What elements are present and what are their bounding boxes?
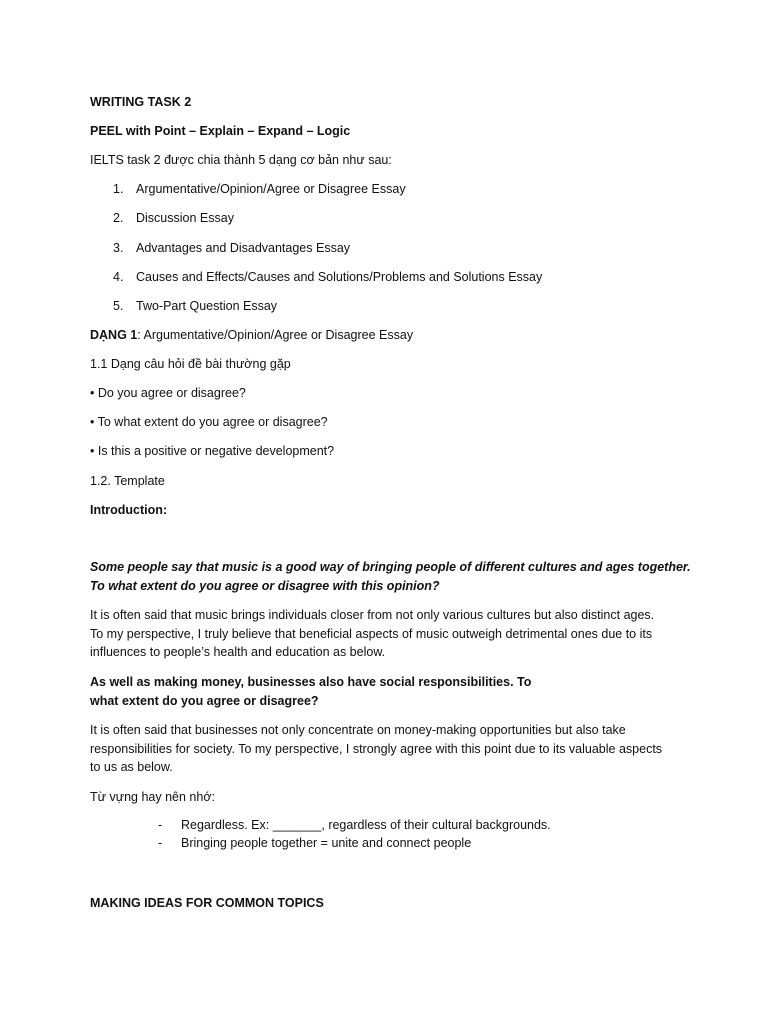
- dang1-rest: : Argumentative/Opinion/Agree or Disagree Essay: [137, 328, 414, 342]
- list-item-number: 2.: [113, 211, 124, 225]
- prompt-line: what extent do you agree or disagree?: [90, 693, 319, 708]
- introduction-label: Introduction:: [90, 503, 168, 517]
- intro-line: IELTS task 2 được chia thành 5 dạng cơ bản như sau:: [90, 153, 392, 167]
- prompt-1: [90, 558, 691, 596]
- answer-line: responsibilities for society. To my perspective, I strongly agree with this point due to its valuable aspects: [90, 741, 663, 756]
- answer-line: To my perspective, I truly believe that beneficial aspects of music outweigh detrimental ones due to its: [90, 626, 653, 641]
- prompt-2: [90, 673, 686, 710]
- peel-heading: PEEL with Point – Explain – Expand – Logic: [90, 124, 351, 138]
- answer-1: [90, 606, 686, 662]
- list-item-text: Advantages and Disadvantages Essay: [136, 241, 351, 255]
- prompt-line: As well as making money, businesses also have social responsibilities. To: [90, 675, 532, 689]
- list-item-text: Causes and Effects/Causes and Solutions/Problems and Solutions Essay: [136, 270, 543, 284]
- prompt-line: To what extent do you agree or disagree with this opinion?: [90, 579, 440, 593]
- list-item-number: 1.: [113, 182, 124, 196]
- answer-line: influences to people’s health and education as below.: [90, 645, 386, 659]
- list-item-number: 3.: [113, 241, 124, 255]
- doc-title: WRITING TASK 2: [90, 95, 192, 109]
- answer-line: to us as below.: [90, 760, 173, 774]
- vocab-item: Bringing people together = unite and connect people: [181, 836, 472, 850]
- question-item: • To what extent do you agree or disagree?: [90, 415, 328, 429]
- question-item: • Is this a positive or negative development?: [90, 444, 335, 458]
- vocab-label: Từ vựng hay nên nhớ:: [90, 790, 215, 804]
- list-item-text: Two-Part Question Essay: [136, 299, 278, 313]
- vocab-item: Regardless. Ex: _______, regardless of their cultural backgrounds.: [181, 818, 551, 832]
- list-item-number: 4.: [113, 270, 124, 284]
- list-item-number: 5.: [113, 299, 124, 313]
- answer-line: It is often said that businesses not only concentrate on money-making opportunities but also take: [90, 723, 626, 737]
- question-heading: 1.1 Dạng câu hỏi đề bài thường gặp: [90, 357, 291, 371]
- dang1-heading: [90, 326, 413, 344]
- list-item-text: Argumentative/Opinion/Agree or Disagree Essay: [136, 182, 406, 196]
- template-heading: 1.2. Template: [90, 474, 165, 488]
- answer-2: [90, 721, 686, 777]
- answer-line: It is often said that music brings individuals closer from not only various cultures but also distinct ages.: [90, 608, 655, 622]
- vocab-dash: -: [158, 836, 163, 850]
- vocab-dash: -: [158, 818, 163, 832]
- dang1-label: DẠNG 1: [90, 328, 138, 342]
- list-item-text: Discussion Essay: [136, 211, 234, 225]
- prompt-line: Some people say that music is a good way of bringing people of different cultures and ages together.: [90, 560, 691, 574]
- ideas-heading: MAKING IDEAS FOR COMMON TOPICS: [90, 896, 324, 910]
- question-item: • Do you agree or disagree?: [90, 386, 246, 400]
